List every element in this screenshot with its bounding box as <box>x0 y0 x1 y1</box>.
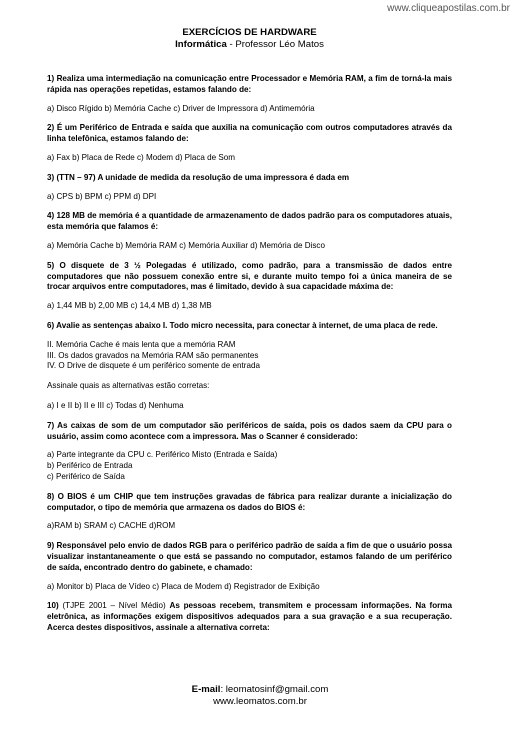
question-1: 1) Realiza uma intermediação na comunicação entre Processador e Memória RAM, a fim de torná-la mais rápida nas operações repetidas, estamos falando de: <box>47 74 452 94</box>
question-2-options: a) Fax b) Placa de Rede c) Modem d) Placa de Som <box>47 152 236 162</box>
question-6-options: a) I e II b) II e III c) Todas d) Nenhuma <box>47 400 184 410</box>
question-4: 4) 128 MB de memória é a quantidade de armazenamento de dados padrão para os computadores atuais, esta memória que falamos é: <box>47 211 452 232</box>
question-8-options: a)RAM b) SRAM c) CACHE d)ROM <box>47 521 176 531</box>
page-subtitle <box>47 39 452 51</box>
footer-website: www.leomatos.com.br <box>213 695 307 707</box>
page-title: EXERCÍCIOS DE HARDWARE <box>182 27 317 38</box>
question-6-statement-3: III. Os dados gravados na Memória RAM são permanentes <box>47 350 259 360</box>
question-6-instruction: Assinale quais as alternativas estão corretas: <box>47 381 210 391</box>
footer <box>0 684 520 707</box>
email-value: : leomatosinf@gmail.com <box>220 684 329 695</box>
question-10-text: As pessoas recebem, transmitem e processam informações. Na forma eletrônica, as informações exigem dispositivos adequados para a sua gravação e a sua recuperação. Acerca destes dispositivos, assinale a alternativa correta: <box>47 601 452 632</box>
question-7: 7) As caixas de som de um computador são periféricos de saída, pois os dados saem da CPU para o usuário, assim como acontece com a impressora. Mas o Scanner é considerado: <box>47 420 452 441</box>
question-3: 3) (TTN – 97) A unidade de medida da resolução de uma impressora é dada em <box>47 172 350 182</box>
site-watermark: www.cliqueapostilas.com.br <box>387 3 510 14</box>
question-3-options: a) CPS b) BPM c) PPM d) DPI <box>47 191 157 201</box>
teacher-label: - Professor Léo Matos <box>226 38 324 50</box>
question-2: 2) É um Periférico de Entrada e saída que auxilia na comunicação com outros computadores através da linha telefônica, estamos falando de: <box>47 123 452 144</box>
question-10 <box>47 601 452 633</box>
question-5: 5) O disquete de 3 ½ Polegadas é utilizado, como padrão, para a transmissão de dados entre computadores que não possuem conexão entre si, e durante muito tempo foi a única maneira de se trocar arquivos entre computadores, mas é limitado, devido à sua capacidade máxima de: <box>47 260 452 292</box>
question-7-option-b: b) Periférico de Entrada <box>47 461 133 471</box>
question-5-options: a) 1,44 MB b) 2,00 MB c) 14,4 MB d) 1,38 MB <box>47 301 212 311</box>
subject-label: Informática <box>175 38 227 50</box>
question-9-options: a) Monitor b) Placa de Vídeo c) Placa de Modem d) Registrador de Exibição <box>47 581 320 591</box>
question-10-number: 10) <box>47 601 59 611</box>
email-label: E-mail <box>191 684 221 695</box>
footer-email <box>0 684 520 696</box>
question-7-option-c: c) Periférico de Saída <box>47 471 125 481</box>
question-8: 8) O BIOS é um CHIP que tem instruções gravadas de fábrica para realizar durante a inicialização do computador, o tipo de memória que armazena os dados do BIOS é: <box>47 491 452 512</box>
question-6-statement-4: IV. O Drive de disquete é um periférico somente de entrada <box>47 361 260 371</box>
question-10-source: (TJPE 2001 – Nível Médio) <box>58 601 170 611</box>
question-7-option-a: a) Parte integrante da CPU c. Periférico Misto (Entrada e Saída) <box>47 450 278 460</box>
document-body <box>47 27 452 642</box>
question-4-options: a) Memória Cache b) Memória RAM c) Memória Auxiliar d) Memória de Disco <box>47 240 325 250</box>
question-1-options: a) Disco Rígido b) Memória Cache c) Driver de Impressora d) Antimemória <box>47 103 315 113</box>
question-6-statement-2: II. Memória Cache é mais lenta que a memória RAM <box>47 339 236 349</box>
question-6: 6) Avalie as sentenças abaixo I. Todo micro necessita, para conectar à internet, de uma placa de rede. <box>47 320 438 330</box>
question-9: 9) Responsável pelo envio de dados RGB para o periférico padrão de saída a fim de que o usuário possa visualizar instantaneamente o que está se passando no computador, estamos falando de um periférico de saída, encontrado dentro do gabinete, e chamado: <box>47 541 452 572</box>
